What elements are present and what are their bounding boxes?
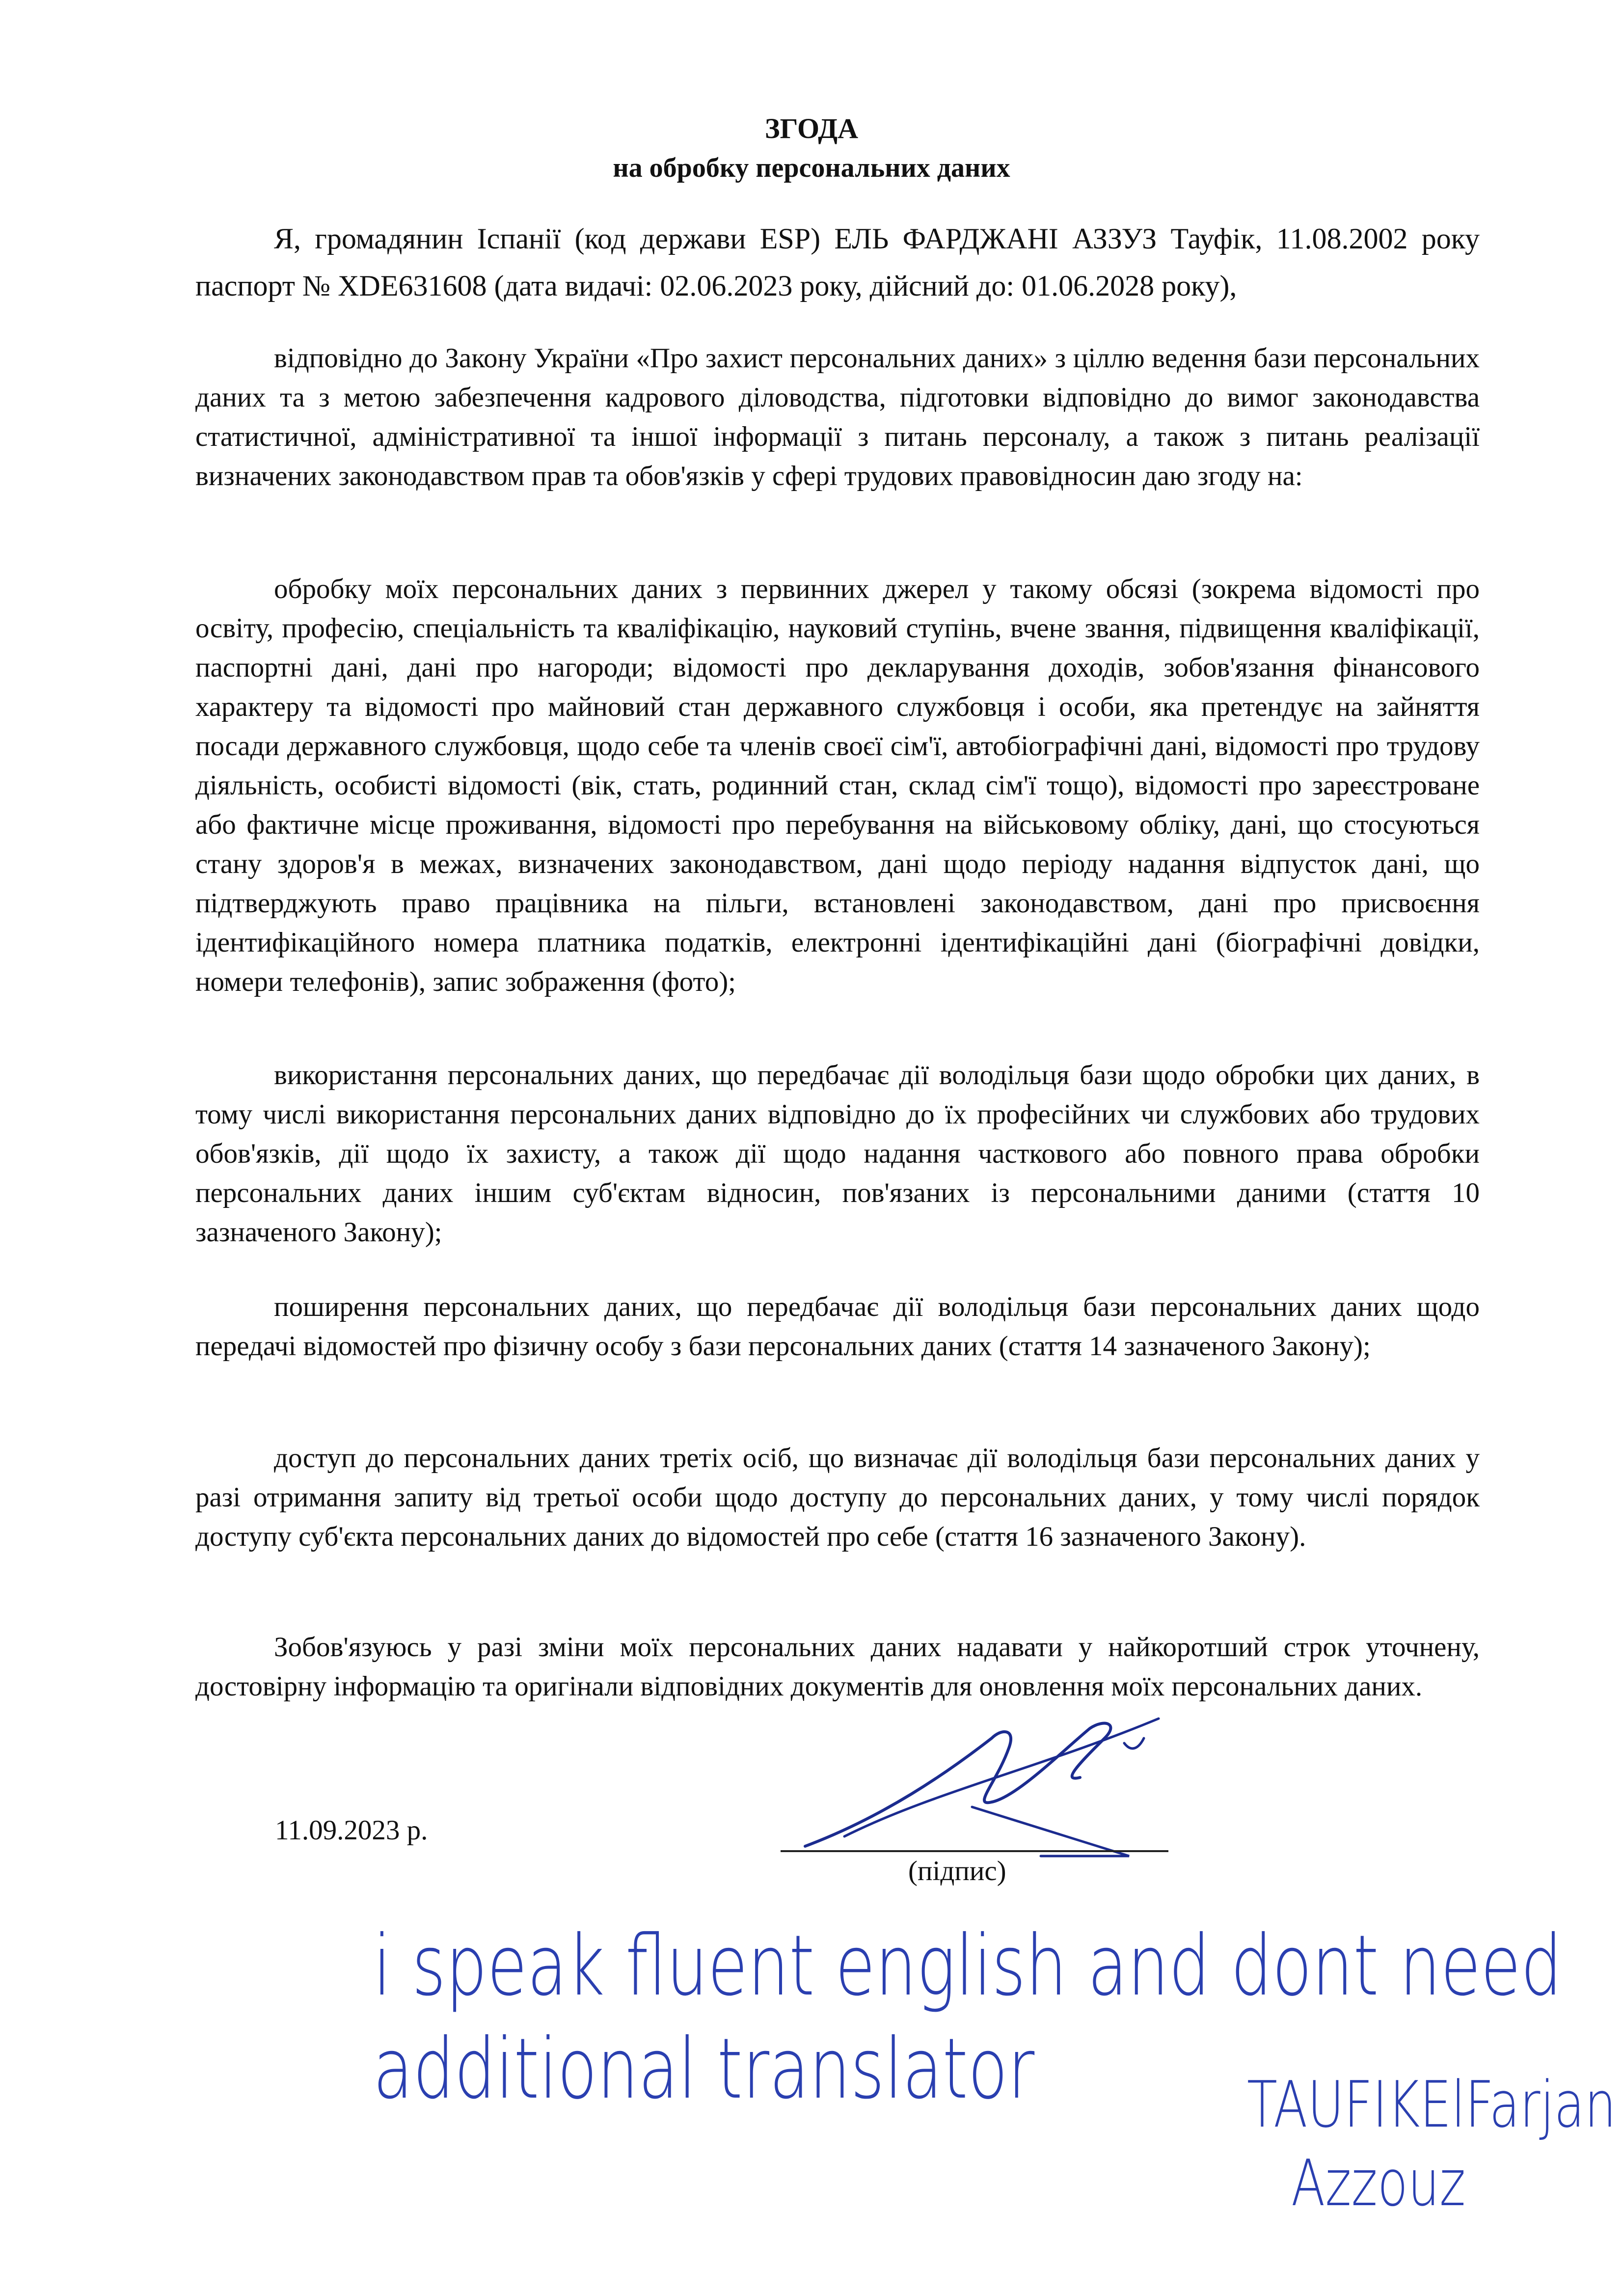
paragraph-third-party-access: доступ до персональних даних третіх осіб, що визначає дії володільця бази персональних даних у разі отримання запиту від третьої особи щодо доступу до персональних даних, у тому числі порядок доступу суб'єкта персональних даних до відомостей про себе (стаття 16 зазначеного Закону). (195, 1443, 1480, 1552)
handwritten-name-line-1: TAUFIKElFarjan (1247, 2067, 1617, 2142)
document-subtitle: на обробку персональних даних (613, 153, 1010, 183)
signature-label: (підпис) (908, 1856, 1006, 1886)
paragraph-usage: використання персональних даних, що передбачає дії володільця бази щодо обробки цих даних, в тому числі використання персональних даних відповідно до їх професійних чи службових або трудових обов'язків, дії щодо їх захисту, а також дії щодо надання часткового або повного права обробки персональних даних іншим суб'єктам відносин, пов'язаних із персональними даними (стаття 10 зазначеного Закону); (195, 1060, 1480, 1248)
paragraph-distribution: поширення персональних даних, що передбачає дії володільця бази персональних даних щодо передачі відомостей про фізичну особу з бази персональних даних (стаття 14 зазначеного Закону); (195, 1291, 1480, 1362)
signature-line (781, 1850, 1168, 1852)
intro-paragraph: Я, громадянин Іспанії (код держави ESP) ЕЛЬ ФАРДЖАНІ АЗЗУЗ Тауфік, 11.08.2002 року паспорт № XDE631608 (дата видачі: 02.06.2023 року, дійсний до: 01.06.2028 року), (195, 222, 1480, 302)
document-title: ЗГОДА (764, 112, 859, 144)
paragraph-commitment: Зобов'язуюсь у разі зміни моїх персональних даних надавати у найкоротший строк уточнену, достовірну інформацію та оригінали відповідних документів для оновлення моїх персональних даних. (195, 1632, 1480, 1702)
handwritten-note-line-2: additional translator (373, 2021, 1035, 2118)
handwritten-note-line-1: i speak fluent english and dont need (373, 1917, 1562, 2015)
handwritten-name-line-2: Azzouz (1291, 2146, 1466, 2220)
paragraph-processing: обробку моїх персональних даних з первинних джерел у такому обсязі (зокрема відомості про освіту, професію, спеціальність та кваліфікацію, науковий ступінь, вчене звання, підвищення кваліфікації, паспортні дані, дані про нагороди; відомості про декларування доходів, зобов'язання фінансового характеру та відомості про майновий стан державного службовця і особи, яка претендує на зайняття посади державного службовця, щодо себе та членів своєї сім'ї, автобіографічні дані, відомості про трудову діяльність, особисті відомості (вік, стать, родинний стан, склад сім'ї тощо), відомості про зареєстроване або фактичне місце проживання, відомості про перебування на військовому обліку, дані, що стосуються стану здоров'я в межах, визначених законодавством, дані щодо періоду надання відпусток дані, що підтверджують право працівника на пільги, встановлені законодавством, дані про присвоєння ідентифікаційного номера платника податків, електронні ідентифікаційні дані (біографічні довідки, номери телефонів), запис зображення (фото); (195, 574, 1480, 997)
paragraph-legal-basis: відповідно до Закону України «Про захист персональних даних» з ціллю ведення бази персональних даних та з метою забезпечення кадрового діловодства, підготовки відповідно до вимог законодавства статистичної, адміністративної та іншої інформації з питань персоналу, а також з питань реалізації визначених законодавством прав та обов'язків у сфері трудових правовідносин даю згоду на: (195, 343, 1480, 492)
signature-scribble (785, 1709, 1178, 1866)
document-date: 11.09.2023 р. (275, 1815, 428, 1846)
